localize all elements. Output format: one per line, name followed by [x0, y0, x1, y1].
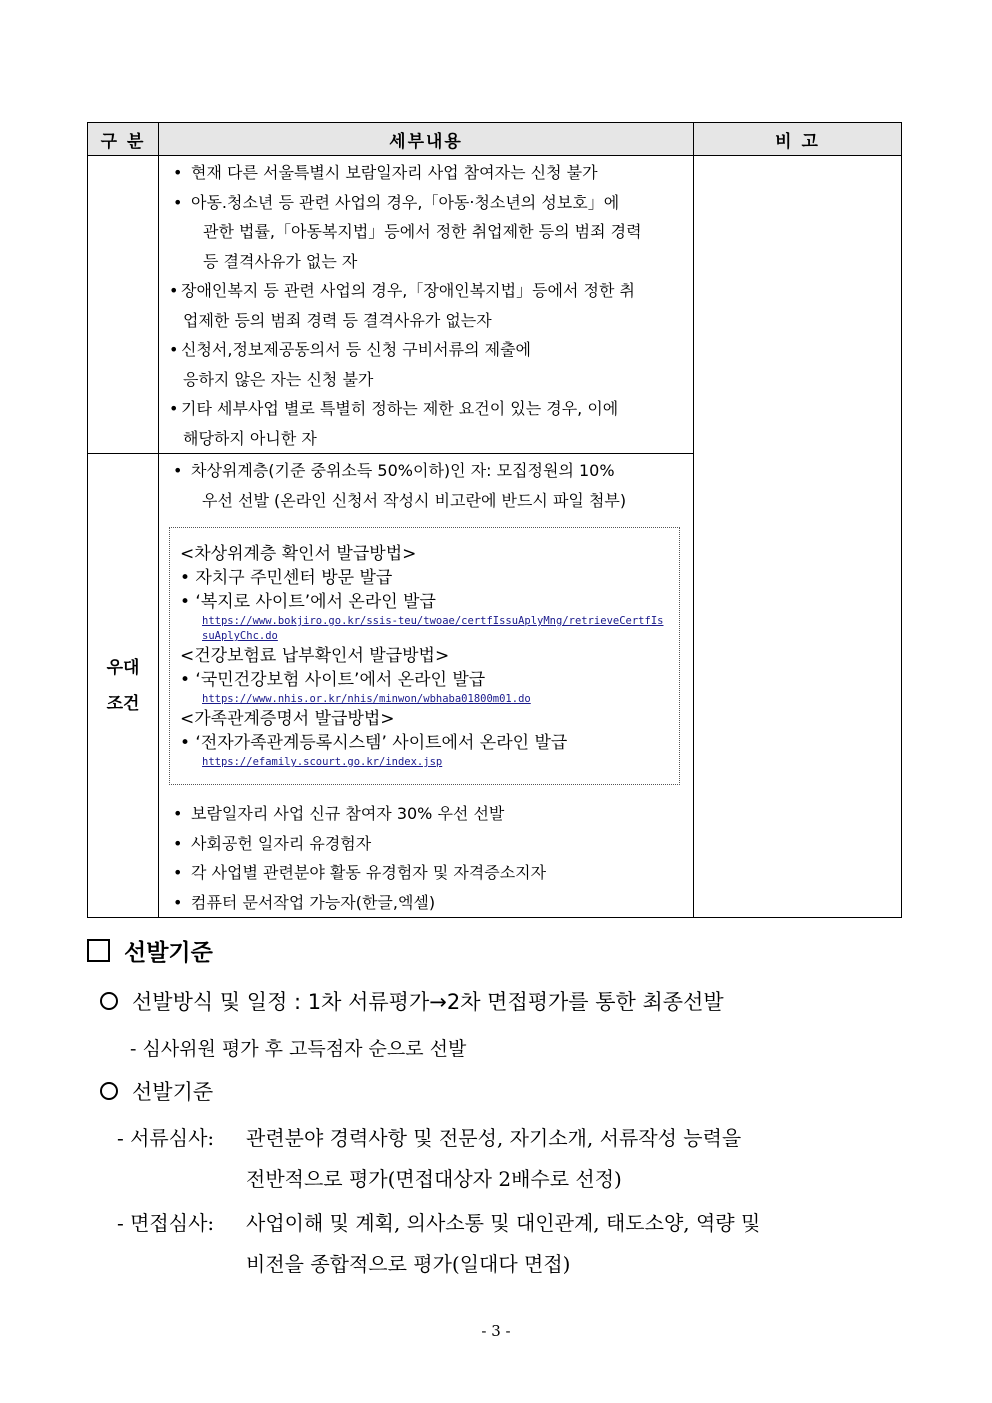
interview-review-line1: 사업이해 및 계획, 의사소통 및 대인관계, 태도소양, 역량 및	[246, 1211, 761, 1235]
bullet-icon: •	[169, 399, 179, 418]
bullet-icon: •	[173, 892, 183, 912]
list-item-continuation: 해당하지 아니한 자	[183, 428, 317, 448]
guide-heading: <가족관계증명서 발급방법>	[180, 709, 395, 729]
checkbox-square-icon	[87, 939, 110, 962]
preference-cell	[159, 454, 694, 918]
eligibility-table	[87, 122, 902, 918]
bullet-icon: •	[173, 192, 183, 212]
list-item: • 아동.청소년 등 관련 사업의 경우,「아동‧청소년의 성보호」에	[169, 188, 685, 218]
interview-review-line2: 비전을 종합적으로 평가(일대다 면접)	[246, 1252, 571, 1276]
guide-heading: <차상위계층 확인서 발급방법>	[180, 544, 417, 564]
bullet-icon: •	[169, 340, 179, 359]
bullet-icon: •	[169, 281, 179, 300]
circle-bullet-icon	[100, 1082, 118, 1100]
list-item: • 기타 세부사업 별로 특별히 정하는 제한 요건이 있는 경우, 이에	[169, 394, 685, 424]
list-item: • 신청서,정보제공동의서 등 신청 구비서류의 제출에	[169, 335, 685, 365]
list-item: • 사회공헌 일자리 유경험자	[169, 829, 685, 859]
bullet-icon: •	[173, 804, 183, 823]
restrictions-cell	[159, 156, 694, 454]
list-item: • 현재 다른 서울특별시 보람일자리 사업 참여자는 신청 불가	[169, 158, 685, 188]
circle-bullet-icon	[100, 992, 118, 1010]
list-item: • 장애인복지 등 관련 사업의 경우,「장애인복지법」등에서 정한 취	[169, 276, 685, 306]
document-review-line1: 관련분야 경력사항 및 전문성, 자기소개, 서류작성 능력을	[246, 1126, 742, 1150]
guide-item: • ‘전자가족관계등록시스템’ 사이트에서 온라인 발급	[180, 733, 568, 753]
page-number: - 3 -	[481, 1322, 511, 1340]
list-item: • 차상위계층(기준 중위소득 50%이하)인 자: 모집정원의 10%	[169, 456, 685, 486]
efamily-link[interactable]: https://efamily.scourt.go.kr/index.jsp	[202, 756, 443, 768]
note-cell	[694, 156, 902, 918]
list-item-continuation: 관한 법률,「아동복지법」등에서 정한 취업제한 등의 범죄 경력	[203, 222, 642, 241]
list-item-continuation: 업제한 등의 범죄 경력 등 결격사유가 없는자	[183, 310, 492, 330]
table-header-row	[88, 123, 902, 156]
selection-method: 선발방식 및 일정 : 1차 서류평가→2차 면접평가를 통한 최종선발	[100, 986, 724, 1016]
issuance-guide-box	[169, 527, 680, 785]
selection-method-detail: - 심사위원 평가 후 고득점자 순으로 선발	[130, 1038, 467, 1060]
list-item-continuation: 등 결격사유가 없는 자	[203, 251, 358, 271]
header-note: 비 고	[694, 123, 902, 156]
header-category: 구 분	[88, 123, 159, 156]
document-review-label: - 서류심사:	[117, 1126, 215, 1150]
interview-review-label: - 면접심사:	[117, 1211, 215, 1235]
header-details: 세부내용	[159, 123, 694, 156]
bullet-icon: •	[173, 863, 183, 882]
list-item-continuation: 우선 선발 (온라인 신청서 작성시 비고란에 반드시 파일 첨부)	[202, 490, 627, 510]
category-cell-empty	[88, 156, 159, 454]
list-item-continuation: 응하지 않은 자는 신청 불가	[183, 369, 374, 389]
criteria-heading: 선발기준	[100, 1076, 213, 1106]
list-item: • 컴퓨터 문서작업 가능자(한글,엑셀)	[169, 888, 685, 918]
table-row-restrictions	[88, 156, 902, 454]
bokjiro-link[interactable]: https://www.bokjiro.go.kr/ssis-teu/twoae/certfIssuAplyMng/retrieveCertfIssuAplyChc.do	[202, 615, 664, 642]
nhis-link[interactable]: https://www.nhis.or.kr/nhis/minwon/wbhaba01800m01.do	[202, 693, 531, 705]
list-item: • 각 사업별 관련분야 활동 유경험자 및 자격증소지자	[169, 858, 685, 888]
guide-item: • ‘복지로 사이트’에서 온라인 발급	[180, 592, 436, 612]
document-review-line2: 전반적으로 평가(면접대상자 2배수로 선정)	[246, 1167, 622, 1191]
section-heading: 선발기준	[87, 934, 213, 967]
guide-item: • 자치구 주민센터 방문 발급	[180, 568, 393, 588]
bullet-icon: •	[173, 163, 183, 182]
bullet-icon: •	[173, 833, 183, 853]
guide-item: • ‘국민건강보험 사이트’에서 온라인 발급	[180, 670, 486, 690]
guide-heading: <건강보험료 납부확인서 발급방법>	[180, 646, 450, 666]
bullet-icon: •	[173, 461, 183, 480]
category-preference: 우대 조건	[88, 454, 159, 918]
list-item: • 보람일자리 사업 신규 참여자 30% 우선 선발	[169, 799, 685, 829]
